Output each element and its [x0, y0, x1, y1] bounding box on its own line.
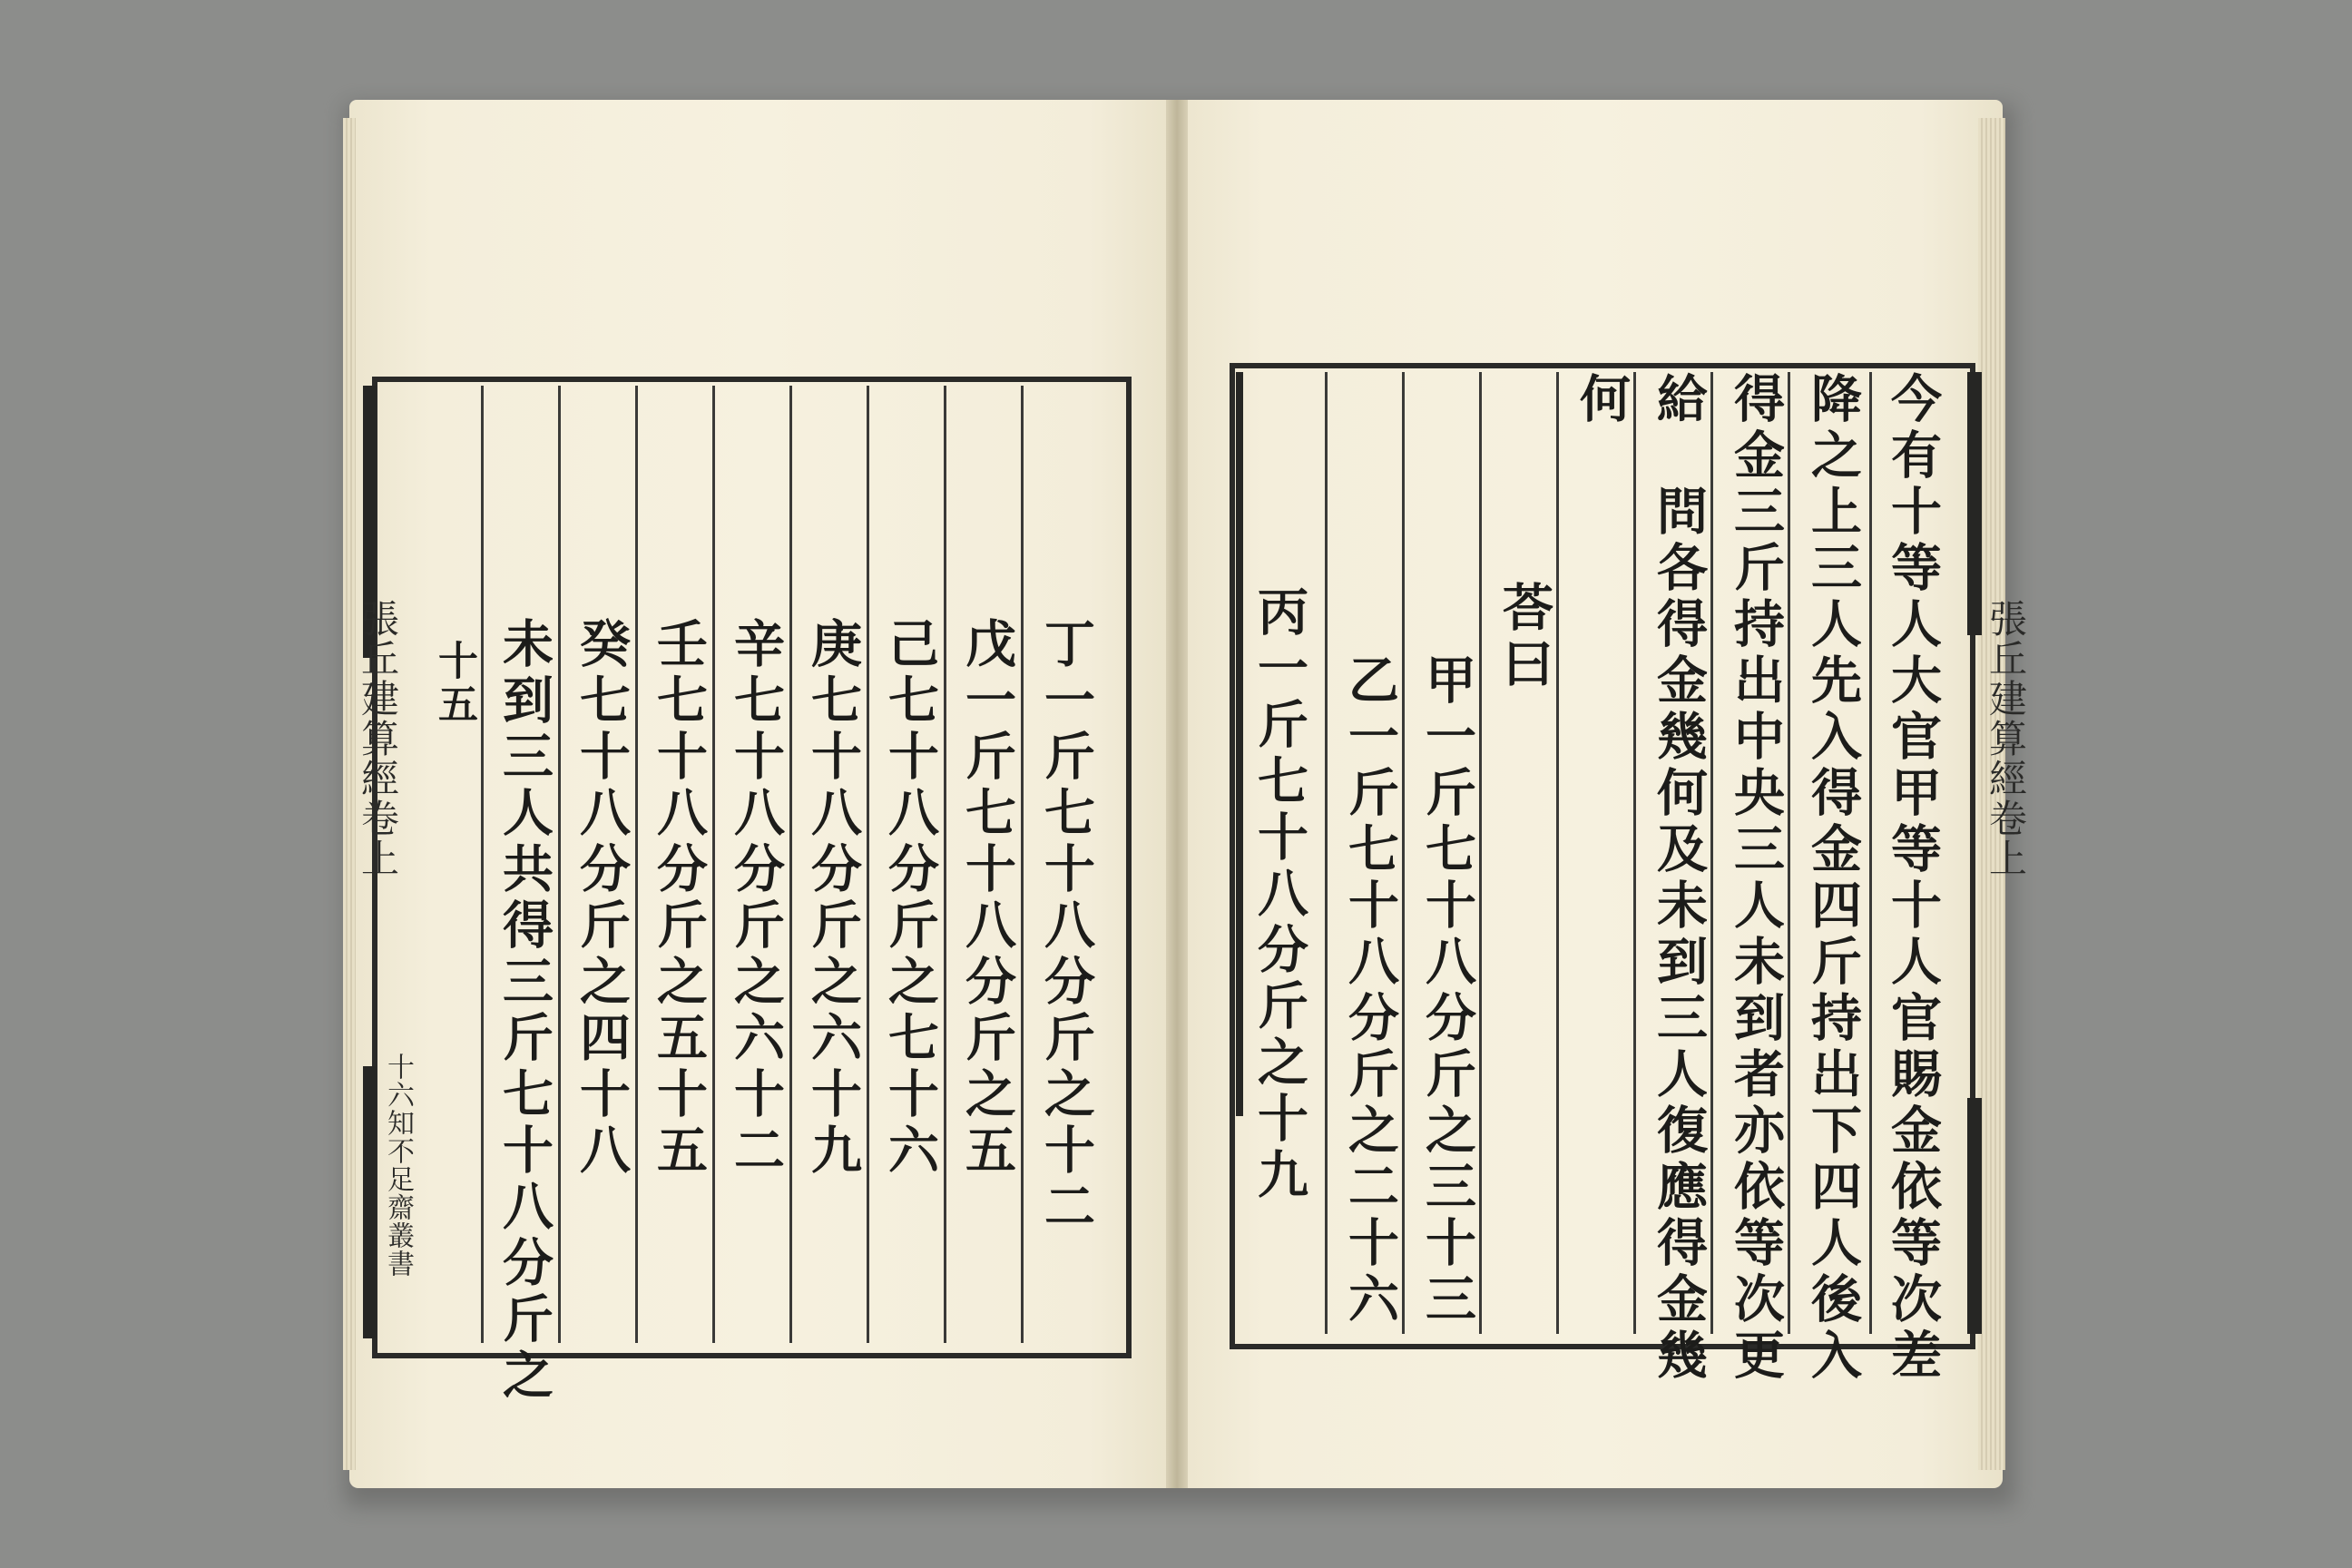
left-rule: [481, 386, 484, 1343]
margin-title: 張丘建算經卷上: [356, 599, 400, 878]
right-rule: [1710, 372, 1713, 1334]
text-column: 丙一斤七十八分斤之十九: [1250, 585, 1309, 1204]
left-rule: [558, 386, 561, 1343]
margin-footer: 十六知不足齋叢書: [382, 1053, 414, 1278]
text-column: 給 問各得金幾何及未到三人復應得金幾: [1649, 372, 1709, 1385]
text-column: 荅曰: [1494, 581, 1554, 693]
text-column: 壬七十八分斤之五十五: [649, 617, 709, 1180]
text-column: 乙一斤七十八分斤之二十六: [1340, 653, 1400, 1328]
text-column: 甲一斤七十八分斤之三十三: [1417, 653, 1477, 1328]
text-column: 今有十等人大官甲等十人官賜金依等次差: [1883, 372, 1943, 1385]
right-rule: [1788, 372, 1790, 1334]
text-column: 未到三人共得三斤七十八分斤之: [495, 617, 554, 1405]
page-number: 十五: [431, 640, 477, 727]
book-gutter: [1166, 100, 1188, 1488]
right-rule: [1869, 372, 1872, 1334]
left-fish-tail-bottom: [363, 1066, 376, 1338]
text-column: 得金三斤持出中央三人未到者亦依等次更: [1726, 372, 1786, 1385]
text-column: 癸七十八分斤之四十八: [572, 617, 632, 1180]
text-column: 辛七十八分斤之六十二: [726, 617, 786, 1180]
right-rule: [1325, 372, 1328, 1334]
text-column: 降之上三人先入得金四斤持出下四人後入: [1803, 372, 1863, 1385]
right-fish-tail-bottom: [1967, 1098, 1982, 1334]
right-fish-tail-top: [1967, 372, 1982, 635]
left-rule: [635, 386, 638, 1343]
text-column: 戊一斤七十八分斤之五: [957, 617, 1017, 1180]
right-rule: [1402, 372, 1405, 1334]
left-rule: [789, 386, 792, 1343]
left-rule: [1021, 386, 1024, 1343]
margin-title: 張丘建算經卷上: [1984, 599, 2028, 878]
left-rule: [944, 386, 946, 1343]
left-rule: [712, 386, 715, 1343]
text-column: 何: [1572, 372, 1632, 428]
text-column: 丁一斤七十八分斤之十二: [1036, 617, 1096, 1236]
left-rule: [867, 386, 869, 1343]
right-rule: [1479, 372, 1482, 1334]
right-rule: [1556, 372, 1559, 1334]
right-rule: [1633, 372, 1636, 1334]
right-inner-rule: [1236, 372, 1243, 1116]
text-column: 己七十八分斤之七十六: [880, 617, 940, 1180]
text-column: 庚七十八分斤之六十九: [803, 617, 863, 1180]
